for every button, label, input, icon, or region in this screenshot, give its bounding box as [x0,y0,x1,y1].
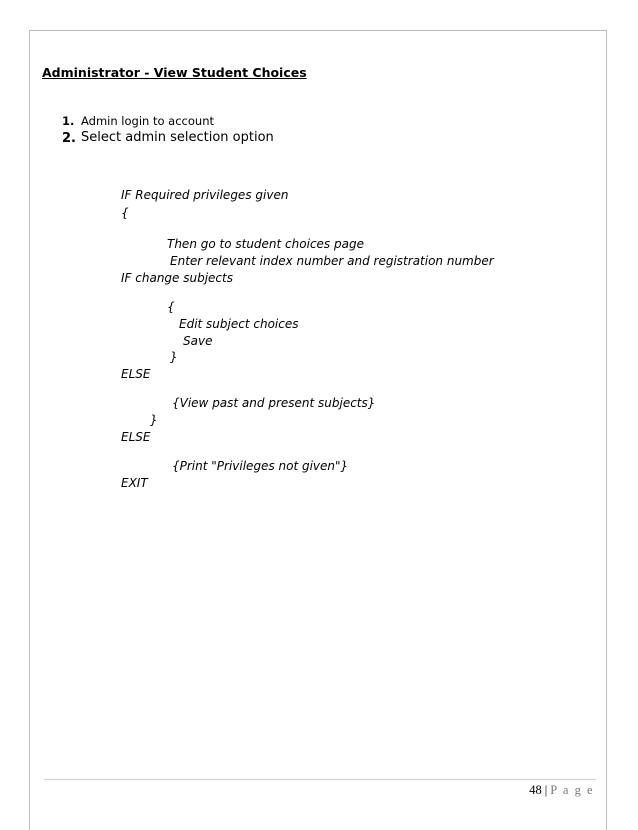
code-line-close-brace-inner: } [170,350,178,364]
code-line-print: {Print "Privileges not given"} [172,459,349,473]
code-line-if-privileges: IF Required privileges given [121,188,289,202]
list-item-text: Admin login to account [81,114,214,128]
code-line-save: Save [183,334,213,348]
list-item-number: 1. [62,114,75,128]
list-item-number: 2. [62,131,76,146]
code-line-else: ELSE [121,367,151,381]
page-frame [29,30,607,830]
list-item-text: Select admin selection option [81,130,274,145]
code-line-else-2: ELSE [121,430,151,444]
page-number-separator: | [544,783,548,797]
section-heading: Administrator - View Student Choices [42,65,307,80]
page-number [529,783,594,798]
code-line-close-brace: } [150,413,158,427]
code-line-edit-choices: Edit subject choices [179,317,299,331]
code-line-view-subjects: {View past and present subjects} [172,396,376,410]
footer-divider [44,779,596,780]
page-number-value: 48 [529,783,542,797]
code-line-exit: EXIT [121,476,148,490]
code-line-goto-page: Then go to student choices page [167,237,364,251]
code-line-enter-numbers: Enter relevant index number and registration number [170,254,494,268]
code-line-open-brace-inner: { [167,300,175,314]
code-line-if-change: IF change subjects [121,271,233,285]
page-word: P a g e [550,783,594,797]
code-line-open-brace: { [121,206,129,220]
